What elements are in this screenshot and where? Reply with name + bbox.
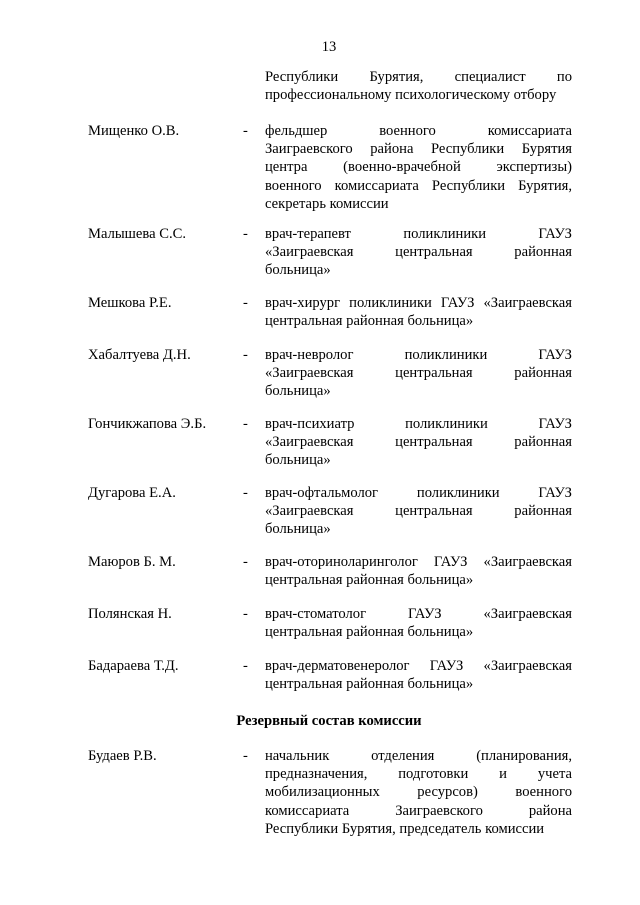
description-line: врач-офтальмолог поликлиники ГАУЗ	[265, 485, 572, 501]
dash-separator: -	[243, 606, 248, 622]
description-line: врач-стоматолог ГАУЗ «Заиграевская	[265, 606, 572, 622]
member-position	[265, 605, 572, 641]
description-line: «Заиграевская центральная районная	[265, 244, 572, 261]
dash-separator: -	[243, 748, 248, 764]
description-line: предназначения, подготовки и учета	[265, 766, 572, 783]
description-line: центральная районная больница»	[265, 572, 474, 589]
member-name: Малышева С.С.	[88, 226, 186, 242]
member-name: Маюров Б. М.	[88, 554, 176, 570]
member-name: Будаев Р.В.	[88, 748, 157, 764]
description-line: врач-психиатр поликлиники ГАУЗ	[265, 416, 572, 432]
description-line: больница»	[265, 452, 331, 469]
description-line: начальник отделения (планирования,	[265, 748, 572, 764]
description-line: военного комиссариата Республики Бурятия,	[265, 177, 572, 194]
dash-separator: -	[243, 554, 248, 570]
description-line: Республики Бурятия, председатель комиссии	[265, 820, 545, 837]
member-name: Мешкова Р.Е.	[88, 295, 172, 311]
member-position	[265, 415, 572, 470]
dash-separator: -	[243, 347, 248, 363]
member-position	[265, 747, 572, 838]
member-name: Гончикжапова Э.Б.	[88, 416, 207, 432]
description-line: «Заиграевская центральная районная	[265, 365, 572, 382]
description-line: больница»	[265, 262, 331, 279]
member-position	[265, 553, 572, 589]
member-position	[265, 225, 572, 280]
dash-separator: -	[243, 485, 248, 501]
dash-separator: -	[243, 658, 248, 674]
member-name: Мищенко О.В.	[88, 123, 180, 139]
dash-separator: -	[243, 123, 248, 139]
description-line: врач-дерматовенеролог ГАУЗ «Заиграевская	[265, 658, 572, 674]
description-line: центральная районная больница»	[265, 676, 474, 693]
description-line: фельдшер военного комиссариата	[265, 123, 572, 139]
description-line: профессиональному психологическому отбору	[265, 87, 557, 104]
description-line: центральная районная больница»	[265, 624, 474, 641]
description-line: врач-терапевт поликлиники ГАУЗ	[265, 226, 572, 242]
description-line: врач-невролог поликлиники ГАУЗ	[265, 347, 572, 363]
description-line: центра (военно-врачебной экспертизы)	[265, 159, 572, 176]
dash-separator: -	[243, 416, 248, 432]
description-line: врач-оториноларинголог ГАУЗ «Заиграевская	[265, 554, 572, 570]
member-name: Хабалтуева Д.Н.	[88, 347, 191, 363]
page-number: 13	[321, 39, 337, 55]
entry-description	[265, 68, 572, 104]
description-line: комиссариата Заиграевского района	[265, 802, 572, 819]
description-line: «Заиграевская центральная районная	[265, 434, 572, 451]
member-position	[265, 657, 572, 693]
member-name: Дугарова Е.А.	[88, 485, 176, 501]
description-line: больница»	[265, 521, 331, 538]
description-line: «Заиграевская центральная районная	[265, 503, 572, 520]
member-name: Бадараева Т.Д.	[88, 658, 179, 674]
reserve-section-heading: Резервный состав комиссии	[236, 713, 422, 729]
member-position	[265, 122, 572, 213]
member-position	[265, 484, 572, 539]
dash-separator: -	[243, 295, 248, 311]
description-line: мобилизационных ресурсов) военного	[265, 784, 572, 801]
member-position	[265, 346, 572, 401]
member-position	[265, 294, 572, 330]
member-name: Полянская Н.	[88, 606, 172, 622]
description-line: больница»	[265, 383, 331, 400]
dash-separator: -	[243, 226, 248, 242]
description-line: центральная районная больница»	[265, 313, 474, 330]
description-line: Заиграевского района Республики Бурятия	[265, 141, 572, 158]
description-line: Республики Бурятия, специалист по	[265, 69, 572, 85]
description-line: секретарь комиссии	[265, 195, 389, 212]
description-line: врач-хирург поликлиники ГАУЗ «Заиграевская	[265, 295, 572, 311]
